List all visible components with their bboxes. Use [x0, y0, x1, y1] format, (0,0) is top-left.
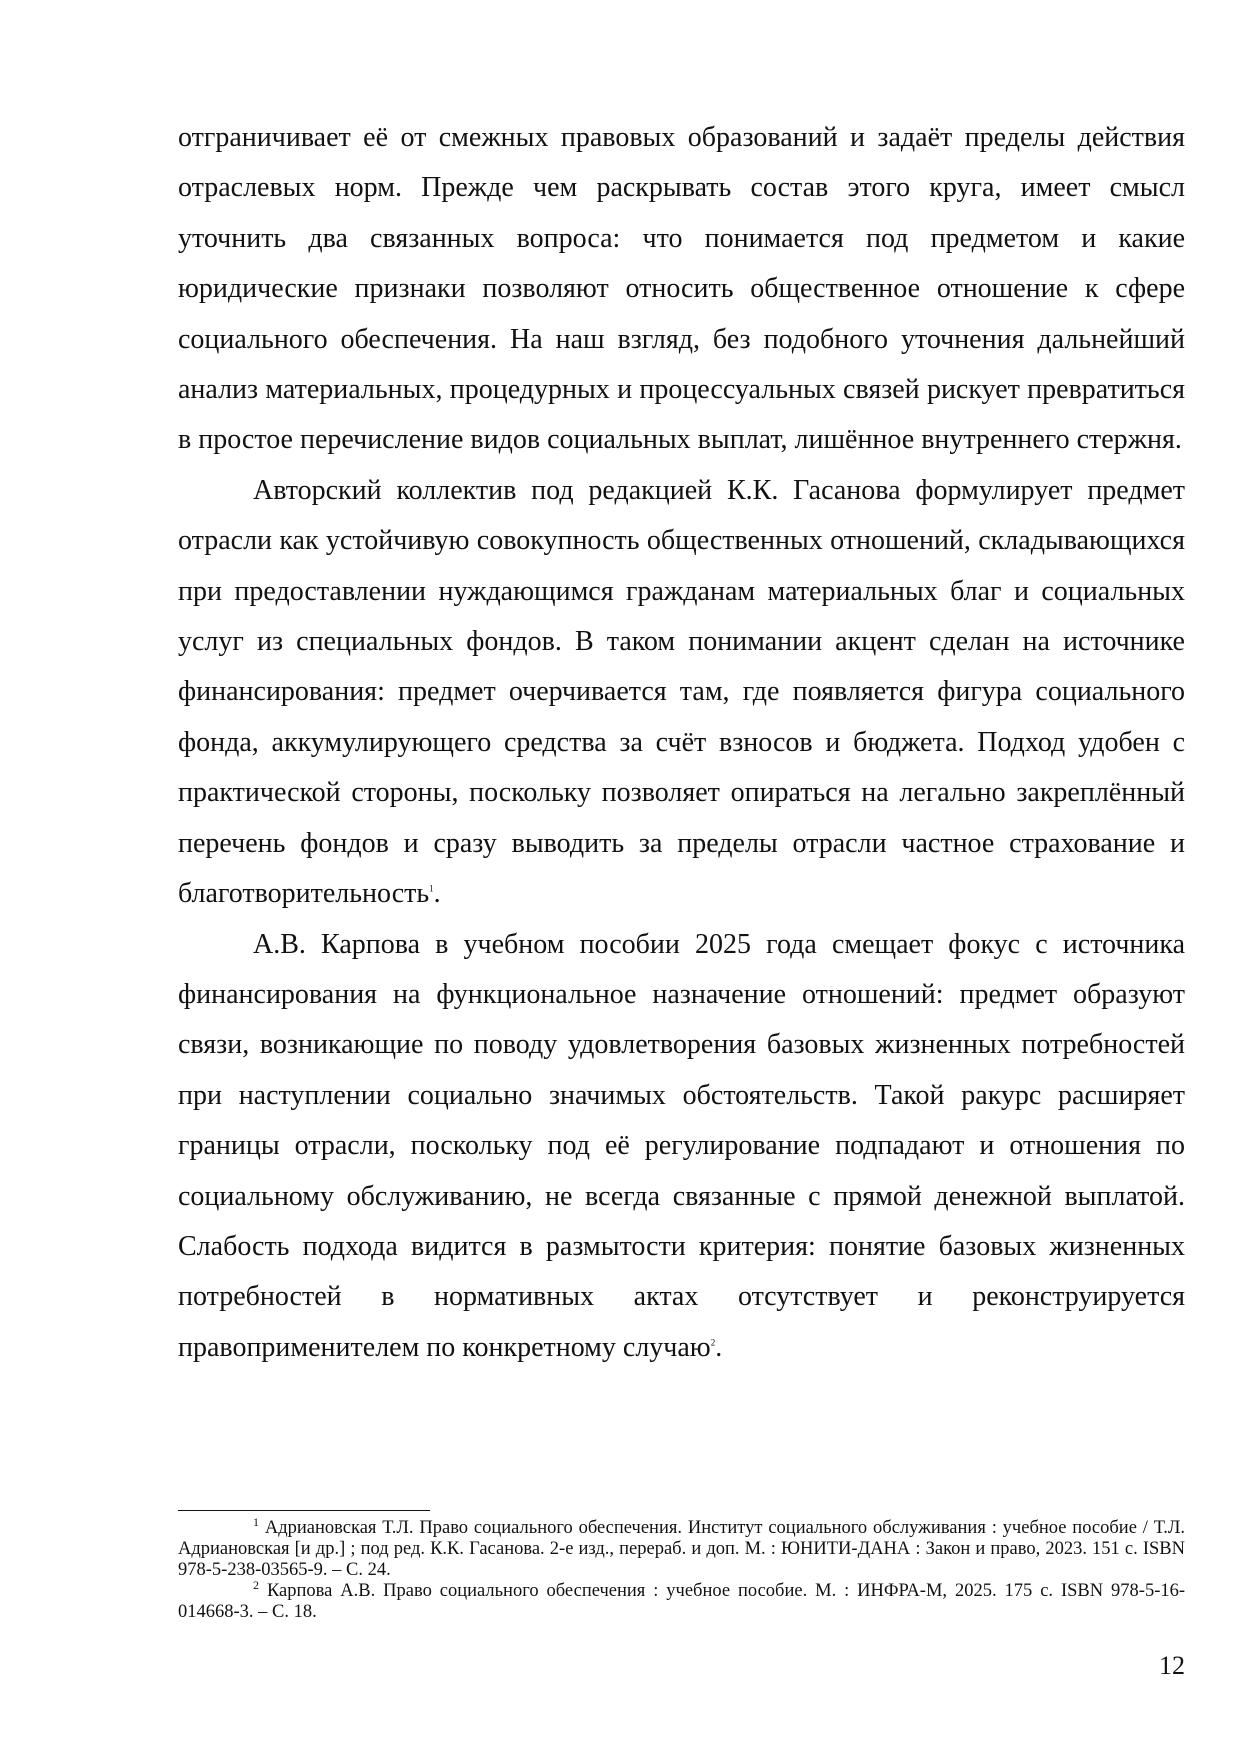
paragraph-2 — [178, 466, 1185, 920]
footnote-marker: 1 — [253, 1514, 259, 1529]
paragraph-text: Авторский коллектив под редакцией К.К. Гасанова формулирует предмет отрасли как устойчивую совокупность общественных отношений, складывающихся при предоставлении нуждающимся гражданам материальных благ и социальных услуг из специальных фондов. В таком понимании акцент сделан на источнике финансирования: предмет очерчивается там, где появляется фигура социального фонда, аккумулирующего средства за счёт взносов и бюджета. Подход удобен с практической стороны, поскольку позволяет опираться на легально закреплённый перечень фондов и сразу выводить за пределы отрасли частное страхование и благотворительность — [178, 474, 1185, 910]
footnote-separator — [178, 1510, 430, 1511]
paragraph-tail: . — [433, 878, 441, 910]
footnote-reference[interactable]: 1 — [429, 883, 434, 894]
paragraph-text: отграничивает её от смежных правовых образований и задаёт пределы действия отраслевых норм. Прежде чем раскрывать состав этого круга, имеет смысл уточнить два связанных вопроса: что понимается под предметом и какие юридические признаки позволяют относить общественное отношение к сфере социального обеспечения. На наш взгляд, без подобного уточнения дальнейший анализ материальных, процедурных и процессуальных связей рискует превратиться в простое перечисление видов социальных выплат, лишённое внутреннего стержня. — [178, 122, 1185, 456]
paragraph-tail: . — [715, 1331, 723, 1363]
body-text — [178, 113, 1185, 1373]
paragraph-3 — [178, 920, 1185, 1374]
paragraph-text: А.В. Карпова в учебном пособии 2025 года смещает фокус с источника финансирования на функциональное назначение отношений: предмет образуют связи, возникающие по поводу удовлетворения базовых жизненных потребностей при наступлении социально значимых обстоятельств. Такой ракурс расширяет границы отрасли, поскольку под её регулирование подпадают и отношения по социальному обслуживанию, не всегда связанные с прямой денежной выплатой. Слабость подхода видится в размытости критерия: понятие базовых жизненных потребностей в нормативных актах отсутствует и реконструируется правоприменителем по конкретному случаю — [178, 928, 1185, 1363]
footnotes — [178, 1514, 1186, 1623]
footnote-1 — [178, 1514, 1185, 1581]
footnote-text: Адриановская Т.Л. Право социального обеспечения. Институт социального обслуживания : учебное пособие / Т.Л. Адриановская [и др.] ; под ред. К.К. Гасанова. 2-е изд., перераб. и доп. М. : ЮНИТИ-ДАНА : Закон и право, 2023. 151 с. ISBN 978-5-238-03565-9. – С. 24. — [178, 1518, 1185, 1580]
paragraph-1 — [178, 113, 1185, 466]
footnote-marker: 2 — [253, 1577, 259, 1592]
footnote-2 — [178, 1577, 1186, 1623]
footnote-reference[interactable]: 2 — [710, 1337, 716, 1348]
footnote-text: Карпова А.В. Право социального обеспечения : учебное пособие. М. : ИНФРА-М, 2025. 175 с. ISBN 978-5-16-014668-3. – С. 18. — [178, 1581, 1186, 1622]
page-number: 12 — [1159, 1651, 1185, 1680]
